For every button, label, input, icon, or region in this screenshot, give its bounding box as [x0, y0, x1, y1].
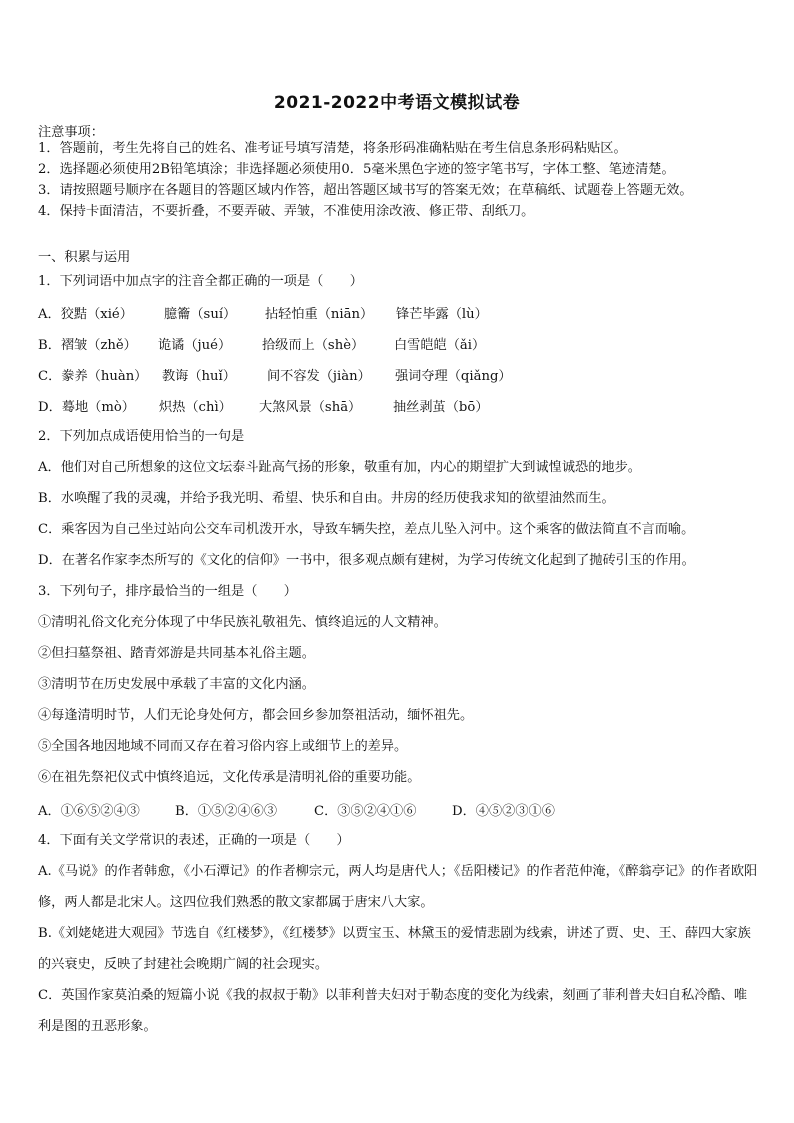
question-1-option-row: [38, 303, 488, 322]
question-3-sentence: ④每逢清明时节，人们无论身处何方，都会回乡参加祭祖活动，缅怀祖先。: [38, 708, 474, 723]
option-item: 教诲（huǐ）: [162, 369, 236, 384]
option-item: D．蓦地（mò）: [38, 400, 135, 415]
option-item: B．①⑤②④⑥③: [175, 804, 278, 819]
question-3-sentence: ②但扫墓祭祖、踏青郊游是共同基本礼俗主题。: [38, 646, 315, 661]
question-3-sentence: ③清明节在历史发展中承载了丰富的文化内涵。: [38, 677, 315, 692]
question-4-option: A.《马说》的作者韩愈，《小石潭记》的作者柳宗元，两人均是唐代人；《岳阳楼记》的作者范仲淹，《醉翁亭记》的作者欧阳修，两人都是北宋人。这四位我们熟悉的散文家都属于唐宋八大家。: [38, 864, 758, 910]
question-2-option: A．他们对自己所想象的这位文坛泰斗趾高气扬的形象，敬重有加，内心的期望扩大到诚惶诚恐的地步。: [38, 460, 641, 475]
notice-item: 4．保持卡面清洁，不要折叠，不要弄破、弄皱，不准使用涂改液、修正带、刮纸刀。: [38, 204, 535, 219]
option-item: 诡谲（jué）: [158, 338, 232, 353]
notice-item: 3．请按照题号顺序在各题目的答题区域内作答，超出答题区域书写的答案无效；在草稿纸、试题卷上答题无效。: [38, 183, 693, 198]
question-3-sentence: ①清明礼俗文化充分体现了中华民族礼敬祖先、慎终追远的人文精神。: [38, 615, 447, 630]
option-item: C．豢养（huàn）: [38, 369, 148, 384]
question-3-sentence: ⑤全国各地因地域不同而又存在着习俗内容上或细节上的差异。: [38, 739, 408, 754]
question-1-stem: 1．下列词语中加点字的注音全都正确的一项是（ ）: [38, 274, 363, 289]
option-item: 拈轻怕重（niān）: [265, 307, 374, 322]
question-4-stem: 4．下面有关文学常识的表述，正确的一项是（ ）: [38, 833, 350, 848]
option-item: D．④⑤②③①⑥: [452, 804, 555, 819]
question-2-option: D．在著名作家李杰所写的《文化的信仰》一书中，很多观点颇有建树，为学习传统文化起到了抛砖引玉的作用。: [38, 553, 695, 568]
question-2-option: B．水唤醒了我的灵魂，并给予我光明、希望、快乐和自由。井房的经历使我求知的欲望油然而生。: [38, 491, 615, 506]
option-item: 炽热（chì）: [159, 400, 232, 415]
question-2-stem: 2．下列加点成语使用恰当的一句是: [38, 429, 245, 444]
question-1-option-row: [38, 396, 489, 415]
option-item: C．③⑤②④①⑥: [314, 804, 417, 819]
option-item: 锋芒毕露（lù）: [396, 307, 488, 322]
option-item: B．褶皱（zhě）: [38, 338, 137, 353]
page-title: 2021-2022中考语文模拟试卷: [273, 93, 521, 113]
option-item: 大煞风景（shā）: [259, 400, 362, 415]
notice-item: 2．选择题必须使用2B铅笔填涂；非选择题必须使用0．5毫米黑色字迹的签字笔书写，字体工整、笔迹清楚。: [38, 162, 675, 177]
question-4-option: B.《刘姥姥进大观园》节选自《红楼梦》，《红楼梦》以贾宝玉、林黛玉的爱情悲剧为线索，讲述了贾、史、王、薛四大家族的兴衰史，反映了封建社会晚期广阔的社会现实。: [38, 926, 751, 972]
option-item: 白雪皑皑（ǎi）: [394, 338, 486, 353]
question-3-stem: 3．下列句子，排序最恰当的一组是（ ）: [38, 584, 297, 599]
question-4-option: C．英国作家莫泊桑的短篇小说《我的叔叔于勒》以菲利普夫妇对于勒态度的变化为线索，刻画了菲利普夫妇自私冷酷、唯利是图的丑恶形象。: [38, 988, 748, 1034]
question-2-option: C．乘客因为自己坐过站向公交车司机泼开水，导致车辆失控，差点儿坠入河中。这个乘客的做法简直不言而喻。: [38, 522, 695, 537]
notice-label: 注意事项：: [38, 125, 104, 140]
section-title: 一、积累与运用: [38, 250, 131, 265]
option-item: 拾级而上（shè）: [262, 338, 365, 353]
notice-item: 1．答题前，考生先将自己的姓名、准考证号填写清楚，将条形码准确粘贴在考生信息条形码粘贴区。: [38, 141, 627, 156]
question-1-option-row: [38, 334, 485, 353]
option-item: 强词夺理（qiǎng）: [395, 369, 512, 384]
question-3-sentence: ⑥在祖先祭祀仪式中慎终追远，文化传承是清明礼俗的重要功能。: [38, 770, 421, 785]
option-item: 抽丝剥茧（bō）: [393, 400, 489, 415]
question-1-option-row: [38, 365, 512, 384]
option-item: 臆籥（suí）: [164, 307, 237, 322]
option-item: A．狡黠（xié）: [38, 307, 133, 322]
option-item: A．①⑥⑤②④③: [38, 804, 140, 819]
question-3-option-row: [38, 800, 555, 819]
option-item: 间不容发（jiàn）: [267, 369, 371, 384]
